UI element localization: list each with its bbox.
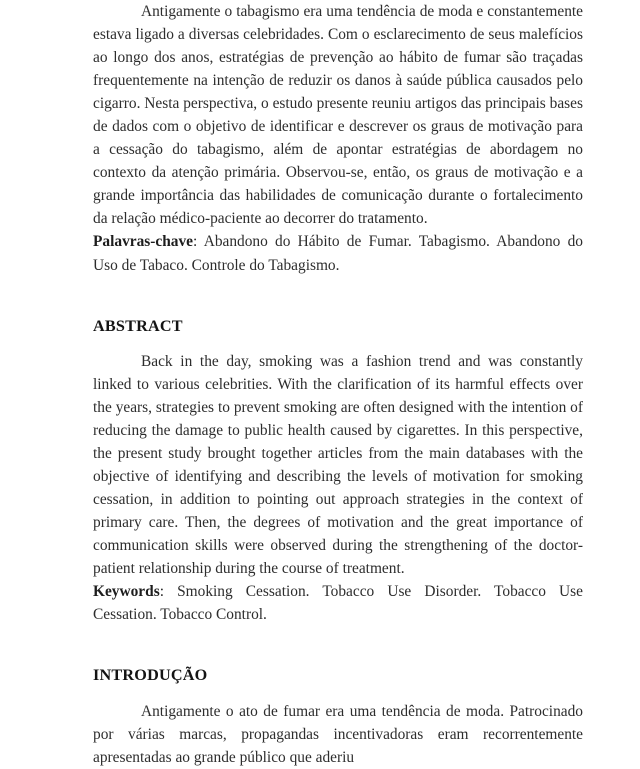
abstract-keywords-label: Keywords — [93, 583, 160, 601]
abstract-body-paragraph: Back in the day, smoking was a fashion trend and was constantly linked to various celebrities. With the clarification of its harmful effects over the years, strategies to prevent smoking are often designed with the intention of reducing the damage to public health caused by cigarettes. In this perspective, the present study brought together articles from the main databases with the objective of identifying and describing the levels of motivation for smoking cessation, in addition to pointing out approach strategies in the context of primary care. Then, the degrees of motivation and the great importance of communication skills were observed during the strengthening of the doctor-patient relationship during the course of treatment. — [93, 352, 583, 578]
introducao-body-paragraph: Antigamente o ato de fumar era uma tendência de moda. Patrocinado por várias marcas, propagandas incentivadoras eram recorrentemente apresentadas ao grande público que aderiu — [93, 703, 583, 767]
resumo-keywords-text: Abandono do Hábito de Fumar. Tabagismo. Abandono do Uso de Tabaco. Controle do Tabagismo. — [93, 233, 583, 274]
spacer-before-introducao — [93, 626, 583, 664]
introducao-body-clip — [93, 700, 583, 767]
spacer-before-abstract — [93, 277, 583, 315]
resumo-body-paragraph: Antigamente o tabagismo era uma tendência de moda e constantemente estava ligado a diversas celebridades. Com o esclarecimento de seus malefícios ao longo dos anos, estratégias de prevenção ao hábito de fumar são traçadas frequentemente na intenção de reduzir os danos à saúde pública causados pelo cigarro. Nesta perspectiva, o estudo presente reuniu artigos das principais bases de dados com o objetivo de identificar e descrever os graus de motivação para a cessação do tabagismo, além de apontar estratégias de abordagem no contexto da atenção primária. Observou-se, então, os graus de motivação e a grande importância das habilidades de comunicação durante o fortalecimento da relação médico-paciente ao decorrer do tratamento. — [93, 3, 583, 228]
abstract-keywords-line — [93, 580, 583, 626]
introducao-heading: INTRODUÇÃO — [93, 666, 208, 685]
page-content-column — [93, 0, 583, 767]
abstract-heading: ABSTRACT — [93, 316, 183, 335]
resumo-keywords-separator: : — [193, 233, 204, 251]
abstract-keywords-separator: : — [159, 583, 178, 601]
resumo-keywords-label: Palavras-chave — [93, 233, 194, 251]
abstract-keywords-text: Smoking Cessation. Tobacco Use Disorder. Tobacco Use Cessation. Tobacco Control. — [93, 583, 583, 624]
spacer-after-introducao-heading — [93, 687, 583, 700]
spacer-after-abstract-heading — [93, 338, 583, 350]
resumo-keywords-line — [93, 230, 583, 276]
